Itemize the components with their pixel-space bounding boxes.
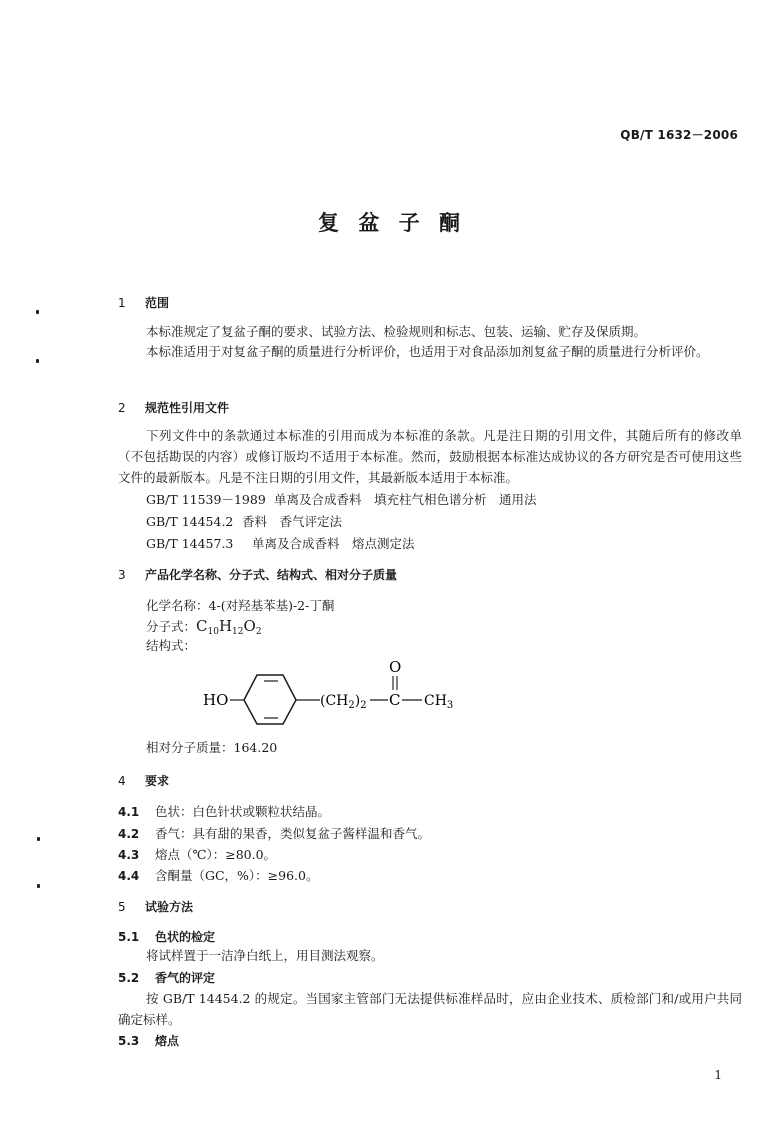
section-number: 1	[118, 296, 126, 310]
item-text: 含酮量（GC，%）：≥96.0。	[155, 868, 319, 883]
scope-paragraph-1: 本标准规定了复盆子酮的要求、试验方法、检验规则和标志、包装、运输、贮存及保质期。	[146, 324, 647, 339]
section-1-heading	[118, 294, 169, 311]
chemical-name-label: 化学名称：	[146, 598, 209, 613]
scope-paragraph-2: 本标准适用于对复盆子酮的质量进行分析评价，也适用于对食品添加剂复盆子酮的质量进行分析评价。	[146, 344, 709, 359]
chain-multiplier: 2	[360, 700, 367, 711]
scan-speck	[37, 837, 40, 841]
subsection-number: 5.1	[118, 930, 140, 944]
subsection-5-3-heading	[118, 1032, 179, 1049]
reference-title: 香料 香气评定法	[242, 514, 343, 529]
mass-value: 164.20	[233, 740, 278, 755]
reference-code: GB/T 14457.3	[146, 536, 234, 551]
standard-code: QB/T 1632－2006	[620, 128, 738, 142]
subsection-5-2-text: 按 GB/T 14454.2 的规定。当国家主管部门无法提供标准样品时，应由企业技术、质检部门和/或用户共同确定标样。	[118, 991, 742, 1027]
item-text: 香气：具有甜的果香，类似复盆子酱样温和香气。	[155, 826, 431, 841]
formula-label: 分子式：	[146, 619, 197, 634]
reference-item	[146, 534, 415, 552]
requirement-item	[118, 845, 276, 863]
section-title: 产品化学名称、分子式、结构式、相对分子质量	[145, 568, 398, 582]
requirement-item	[118, 802, 330, 820]
subsection-number: 5.3	[118, 1034, 140, 1048]
structure-ho: HO	[203, 691, 229, 709]
scan-speck	[36, 359, 39, 363]
subsection-5-2-heading	[118, 969, 215, 986]
subsection-number: 5.2	[118, 971, 140, 985]
chain-h-count: 2	[348, 700, 355, 711]
page-number: 1	[714, 1068, 722, 1082]
scan-speck	[37, 884, 40, 888]
chemical-name-line	[146, 596, 334, 616]
reference-title: 单离及合成香料 熔点测定法	[252, 536, 415, 551]
reference-code: GB/T 14454.2	[146, 514, 234, 529]
reference-code: GB/T 11539－1989	[146, 492, 266, 507]
requirement-item	[118, 824, 430, 842]
chain-close: )	[354, 693, 361, 709]
formula-o-count: 2	[255, 627, 262, 637]
subsection-5-1-heading	[118, 928, 215, 945]
document-title: 复 盆 子 酮	[318, 211, 466, 235]
reference-item	[146, 512, 342, 530]
item-number: 4.4	[118, 869, 140, 883]
item-text: 色状：白色针状或颗粒状结晶。	[155, 804, 331, 819]
structure-chain	[320, 693, 367, 711]
formula-h-count: 12	[232, 627, 244, 637]
section-4-heading	[118, 772, 169, 789]
chemical-name-value: 4-(对羟基苯基)-2-丁酮	[208, 598, 335, 613]
section-title: 试验方法	[145, 900, 194, 914]
formula-c: C	[196, 617, 208, 635]
scan-speck	[36, 310, 39, 314]
section-title: 规范性引用文件	[145, 401, 230, 415]
subsection-title: 香气的评定	[155, 971, 216, 985]
normative-references-paragraph: 下列文件中的条款通过本标准的引用而成为本标准的条款。凡是注日期的引用文件，其随后所有的修改单（不包括勘误的内容）或修订版均不适用于本标准。然而，鼓励根据本标准达成协议的各方研究是否可使用这些文件的最新版本。凡是不注日期的引用文件，其最新版本适用于本标准。	[118, 428, 742, 485]
structure-label: 结构式：	[146, 638, 197, 653]
methyl-h-count: 3	[446, 700, 454, 711]
section-number: 4	[118, 774, 126, 788]
methyl-ch: CH	[424, 693, 447, 709]
requirement-item	[118, 866, 318, 884]
section-number: 2	[118, 401, 126, 415]
formula-c-count: 10	[207, 627, 219, 637]
subsection-5-1-text: 将试样置于一洁净白纸上，用目测法观察。	[146, 948, 384, 963]
section-title: 范围	[145, 296, 170, 310]
subsection-title: 熔点	[155, 1034, 180, 1048]
section-2-heading	[118, 399, 229, 416]
benzene-ring	[244, 675, 296, 724]
section-5-heading	[118, 898, 193, 915]
molecular-mass-line	[146, 738, 277, 758]
formula-o: O	[243, 617, 256, 635]
molecular-formula	[196, 617, 262, 635]
structure-methyl	[424, 693, 453, 711]
formula-h: H	[218, 617, 233, 635]
item-number: 4.1	[118, 805, 140, 819]
chain-ch: (CH	[320, 693, 349, 709]
mass-label: 相对分子质量：	[146, 740, 234, 755]
item-text: 熔点（℃）：≥80.0。	[155, 847, 277, 862]
subsection-title: 色状的检定	[155, 930, 216, 944]
structure-oxygen: O	[389, 658, 402, 676]
section-number: 3	[118, 568, 126, 582]
item-number: 4.3	[118, 848, 140, 862]
structure-carbon: C	[389, 691, 401, 709]
item-number: 4.2	[118, 827, 140, 841]
section-title: 要求	[145, 774, 170, 788]
reference-title: 单离及合成香料 填充柱气相色谱分析 通用法	[274, 492, 537, 507]
section-3-heading	[118, 566, 397, 583]
section-number: 5	[118, 900, 126, 914]
reference-item	[146, 490, 537, 508]
structural-formula	[196, 652, 496, 732]
